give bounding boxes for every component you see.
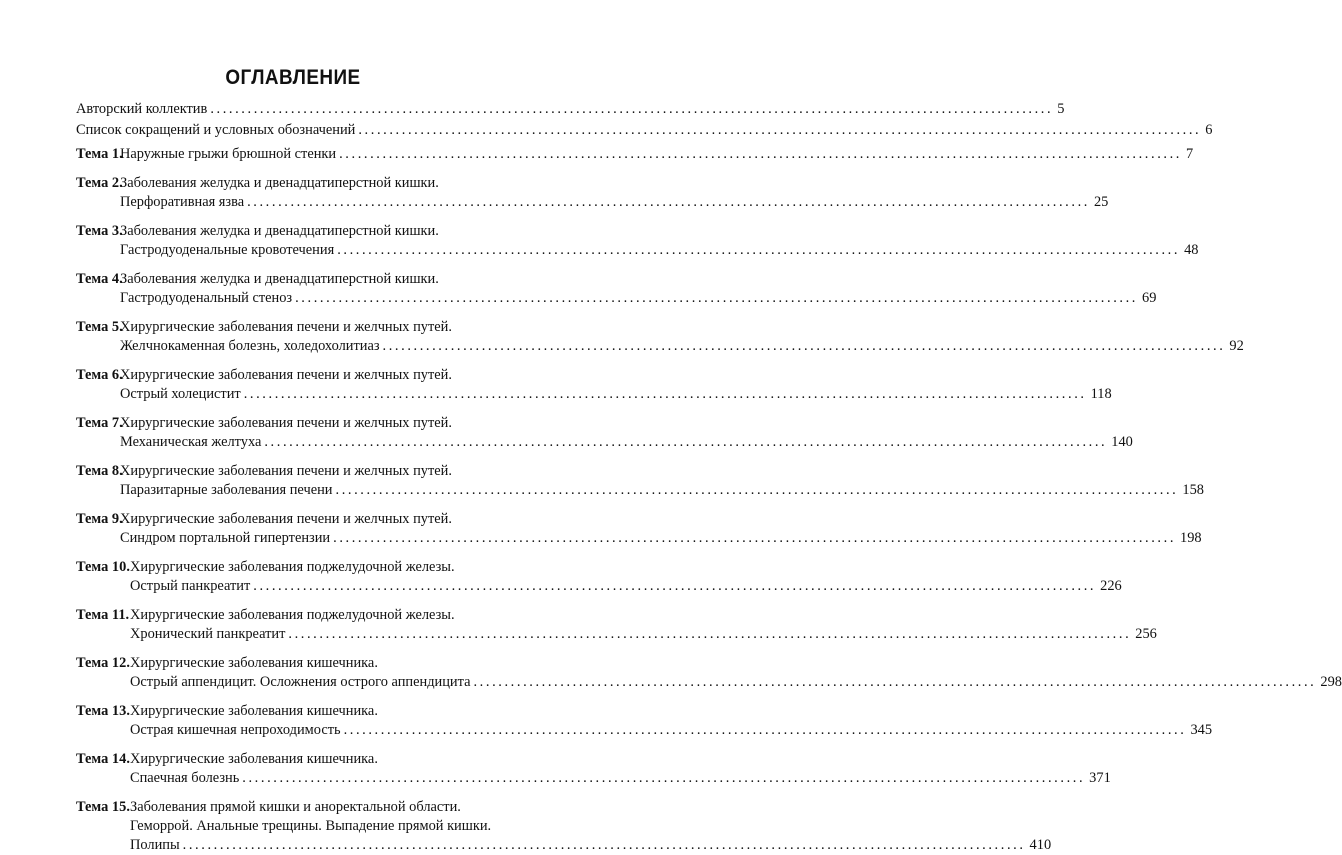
topic-title-line: Хирургические заболевания кишечника.: [130, 751, 378, 767]
topic-subtitle: Гастродуоденальный стеноз: [120, 290, 293, 306]
topic-body: [120, 318, 1244, 356]
dot-leader: ........................................................................................................................................: [358, 122, 1202, 138]
toc-page-number: 7: [1186, 146, 1194, 162]
toc-topic-entry[interactable]: [76, 510, 1202, 548]
topic-subtitle: Острая кишечная непроходимость: [130, 722, 341, 738]
toc-topic-entry[interactable]: [76, 145, 1194, 164]
toc-page-number: 5: [1057, 101, 1065, 117]
dot-leader: ........................................................................................................................................: [264, 434, 1108, 450]
topic-number: Тема 10.: [76, 559, 130, 575]
topic-subtitle: Хронический панкреатит: [130, 626, 286, 642]
topic-title-line: Заболевания желудка и двенадцатиперстной кишки.: [120, 271, 439, 287]
topic-number: Тема 5.: [76, 319, 123, 335]
topic-number: Тема 2.: [76, 175, 123, 191]
toc-page-number: 226: [1100, 578, 1122, 594]
topic-subtitle: Полипы: [130, 837, 180, 853]
topic-title-line: Хирургические заболевания кишечника.: [130, 703, 378, 719]
dot-leader: ........................................................................................................................................: [339, 146, 1182, 162]
topic-number: Тема 13.: [76, 703, 130, 719]
topic-title-line: Хирургические заболевания поджелудочной железы.: [130, 559, 455, 575]
topic-body: [130, 750, 1111, 788]
toc-topic-entry[interactable]: [76, 606, 1157, 644]
dot-leader: ........................................................................................................................................: [473, 674, 1317, 690]
topic-number: Тема 11.: [76, 607, 130, 623]
topic-title-line: Хирургические заболевания печени и желчных путей.: [120, 367, 452, 383]
topic-number: Тема 1.: [76, 146, 123, 162]
toc-topic-entry[interactable]: [76, 462, 1204, 500]
topic-title-line: Геморрой. Анальные трещины. Выпадение прямой кишки.: [130, 818, 492, 834]
topic-number: Тема 15.: [76, 799, 130, 815]
topic-body: [130, 558, 1122, 596]
topic-subtitle: Спаечная болезнь: [130, 770, 240, 786]
topic-body: [120, 174, 1109, 212]
toc-topic-entry[interactable]: [76, 702, 1213, 740]
toc-entry-title: Список сокращений и условных обозначений: [76, 122, 356, 138]
dot-leader: ........................................................................................................................................: [295, 290, 1138, 306]
topic-body: [120, 462, 1204, 500]
toc-topic-entry[interactable]: [76, 654, 1342, 692]
topic-number: Тема 4.: [76, 271, 123, 287]
topic-subtitle: Механическая желтуха: [120, 434, 262, 450]
topic-title-line: Заболевания желудка и двенадцатиперстной кишки.: [120, 175, 439, 191]
dot-leader: ........................................................................................................................................: [210, 101, 1054, 117]
toc-page-number: 371: [1089, 770, 1111, 786]
toc-page-number: 140: [1111, 434, 1133, 450]
topic-title-line: Хирургические заболевания печени и желчных путей.: [120, 319, 452, 335]
toc-topic-entry[interactable]: [76, 270, 1157, 308]
page-title: ОГЛАВЛЕНИЕ: [225, 66, 361, 89]
topic-subtitle: Перфоративная язва: [120, 194, 245, 210]
topic-number: Тема 7.: [76, 415, 123, 431]
toc-topic-entry[interactable]: [76, 222, 1199, 260]
topic-subtitle: Острый панкреатит: [130, 578, 251, 594]
toc-page-number: 345: [1190, 722, 1213, 738]
topic-body: [120, 270, 1157, 308]
dot-leader: ........................................................................................................................................: [182, 837, 1026, 853]
topic-number: Тема 3.: [76, 223, 123, 239]
topic-body: [120, 366, 1112, 404]
toc-page-number: 69: [1142, 290, 1157, 306]
topic-title-line: Хирургические заболевания поджелудочной железы.: [130, 607, 455, 623]
toc-page-number: 48: [1184, 242, 1199, 258]
toc-page-number: 25: [1093, 194, 1109, 210]
topic-body: [130, 606, 1157, 644]
dot-leader: ........................................................................................................................................: [243, 386, 1087, 402]
dot-leader: ........................................................................................................................................: [343, 722, 1187, 738]
dot-leader: ........................................................................................................................................: [335, 482, 1179, 498]
topic-title-line: Заболевания желудка и двенадцатиперстной кишки.: [120, 223, 439, 239]
toc-topic-entry[interactable]: [76, 798, 1052, 855]
topic-title-line: Хирургические заболевания печени и желчных путей.: [120, 511, 452, 527]
topic-body: [120, 414, 1133, 452]
toc-page-number: 118: [1090, 386, 1112, 402]
toc-page-number: 298: [1320, 674, 1342, 690]
toc-list: [76, 100, 1342, 855]
topic-subtitle: Желчнокаменная болезнь, холедохолитиаз: [120, 338, 380, 354]
topic-title-line: Хирургические заболевания печени и желчных путей.: [120, 415, 452, 431]
toc-page-number: 6: [1205, 122, 1213, 138]
toc-topics: [76, 145, 1342, 855]
topic-number: Тема 12.: [76, 655, 130, 671]
toc-topic-entry[interactable]: [76, 414, 1133, 452]
topic-subtitle: Острый аппендицит. Осложнения острого аппендицита: [130, 674, 471, 690]
toc-topic-entry[interactable]: [76, 366, 1112, 404]
toc-topic-entry[interactable]: [76, 750, 1111, 788]
topic-body: [130, 798, 1052, 855]
toc-front-entry[interactable]: [76, 100, 1065, 119]
topic-body: [120, 145, 1194, 164]
topic-number: Тема 6.: [76, 367, 123, 383]
topic-body: [130, 654, 1342, 692]
topic-title-line: Хирургические заболевания кишечника.: [130, 655, 378, 671]
dot-leader: ........................................................................................................................................: [253, 578, 1097, 594]
topic-body: [120, 510, 1202, 548]
topic-title-line: Заболевания прямой кишки и аноректальной области.: [130, 799, 461, 815]
dot-leader: ........................................................................................................................................: [382, 338, 1226, 354]
topic-number: Тема 8.: [76, 463, 123, 479]
topic-subtitle: Синдром портальной гипертензии: [120, 530, 331, 546]
dot-leader: ........................................................................................................................................: [288, 626, 1132, 642]
toc-front-entry[interactable]: [76, 121, 1213, 140]
toc-topic-entry[interactable]: [76, 318, 1244, 356]
topic-subtitle: Паразитарные заболевания печени: [120, 482, 333, 498]
topic-number: Тема 14.: [76, 751, 130, 767]
topic-subtitle: Наружные грыжи брюшной стенки: [120, 146, 337, 162]
toc-page-number: 92: [1229, 338, 1244, 354]
topic-subtitle: Острый холецистит: [120, 386, 241, 402]
dot-leader: ........................................................................................................................................: [247, 194, 1090, 210]
dot-leader: ........................................................................................................................................: [337, 242, 1181, 258]
toc-page-number: 410: [1029, 837, 1052, 853]
dot-leader: ........................................................................................................................................: [242, 770, 1086, 786]
toc-entry-title: Авторский коллектив: [76, 101, 208, 117]
toc-topic-entry[interactable]: [76, 174, 1109, 212]
toc-page-number: 158: [1182, 482, 1204, 498]
topic-subtitle: Гастродуоденальные кровотечения: [120, 242, 335, 258]
topic-body: [120, 222, 1199, 260]
topic-body: [130, 702, 1213, 740]
dot-leader: ........................................................................................................................................: [333, 530, 1177, 546]
topic-number: Тема 9.: [76, 511, 123, 527]
topic-title-line: Хирургические заболевания печени и желчных путей.: [120, 463, 452, 479]
toc-page-number: 198: [1180, 530, 1202, 546]
toc-topic-entry[interactable]: [76, 558, 1122, 596]
toc-page-number: 256: [1135, 626, 1157, 642]
